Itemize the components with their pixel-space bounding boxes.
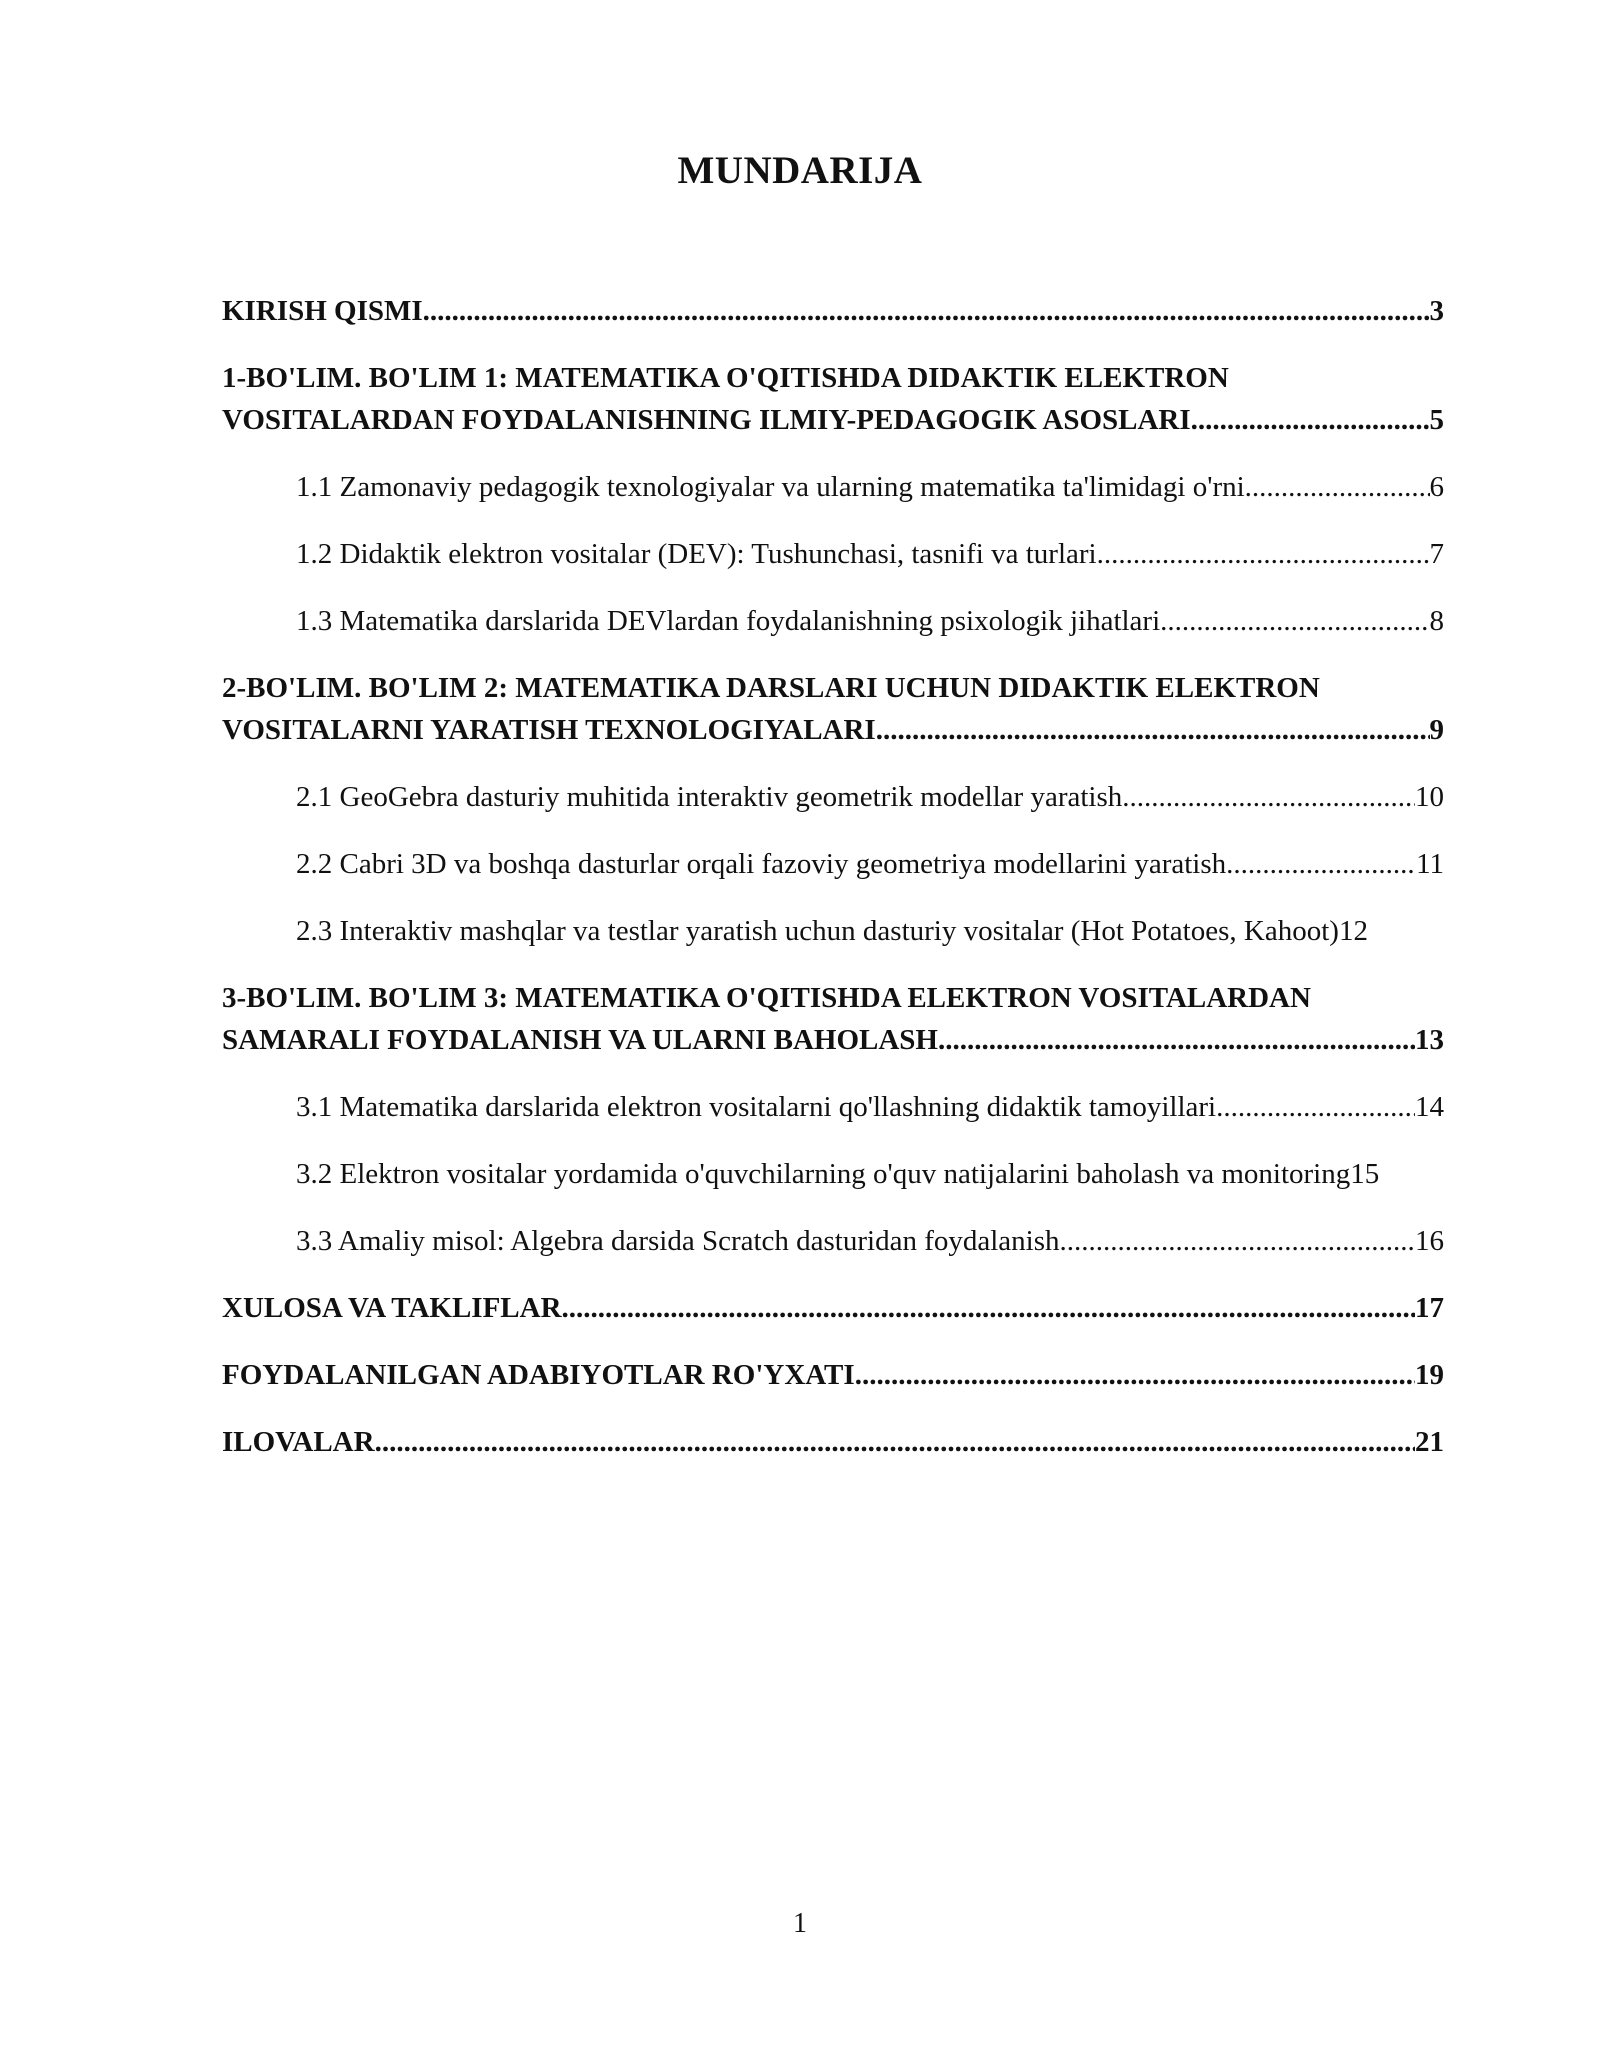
toc-leader-dots — [1160, 600, 1429, 642]
toc-page-number: 17 — [1415, 1292, 1444, 1324]
toc-entry[interactable] — [222, 1220, 1444, 1262]
toc-page-number: 12 — [1338, 915, 1368, 947]
toc-entry[interactable] — [222, 466, 1444, 508]
toc-entry-title: VOSITALARDAN FOYDALANISHNING ILMIY-PEDAGOGIK ASOSLARI — [222, 404, 1191, 436]
toc-entry[interactable] — [222, 290, 1444, 332]
toc-leader-dots — [855, 1354, 1415, 1396]
toc-leader-dots — [938, 1019, 1415, 1061]
toc-entry[interactable] — [222, 1354, 1444, 1396]
toc-leader-dots — [423, 290, 1430, 332]
toc-leader-dots — [1226, 843, 1416, 885]
toc-page-number: 11 — [1416, 848, 1444, 880]
toc-page-number: 3 — [1429, 295, 1444, 327]
toc-entry[interactable] — [222, 776, 1444, 818]
toc-page-number: 9 — [1429, 714, 1444, 746]
toc-page-number: 14 — [1415, 1091, 1444, 1123]
toc-leader-dots — [1245, 466, 1430, 508]
toc-entry[interactable] — [222, 1287, 1444, 1329]
toc-page-number: 21 — [1415, 1426, 1444, 1458]
toc-entry-title: 3.1 Matematika darslarida elektron vositalarni qo'llashning didaktik tamoyillari — [296, 1091, 1217, 1123]
toc-entry-title-line1: 2-BO'LIM. BO'LIM 2: MATEMATIKA DARSLARI UCHUN DIDAKTIK ELEKTRON — [222, 672, 1320, 704]
toc-entry-title: ILOVALAR — [222, 1426, 375, 1458]
table-of-contents — [222, 290, 1444, 1463]
toc-entry-title: 1.2 Didaktik elektron vositalar (DEV): Tushunchasi, tasnifi va turlari — [296, 538, 1097, 570]
toc-page-number: 16 — [1415, 1225, 1444, 1257]
toc-entry-title: VOSITALARNI YARATISH TEXNOLOGIYALARI — [222, 714, 876, 746]
toc-entry-title: 3.3 Amaliy misol: Algebra darsida Scratch dasturidan foydalanish — [296, 1225, 1060, 1257]
toc-leader-dots — [1216, 1086, 1415, 1128]
toc-leader-dots — [1191, 399, 1430, 441]
toc-page-number: 7 — [1429, 538, 1444, 570]
toc-entry[interactable] — [222, 1086, 1444, 1128]
toc-leader-dots — [876, 709, 1430, 751]
toc-entry-title: SAMARALI FOYDALANISH VA ULARNI BAHOLASH — [222, 1024, 938, 1056]
toc-leader-dots — [1097, 533, 1430, 575]
toc-leader-dots — [1122, 776, 1415, 818]
toc-entry-title: 2.3 Interaktiv mashqlar va testlar yaratish uchun dasturiy vositalar (Hot Potatoes, Kahoot) — [296, 915, 1339, 947]
toc-page-number: 8 — [1429, 605, 1444, 637]
toc-page-number: 15 — [1350, 1158, 1380, 1190]
toc-leader-dots — [562, 1287, 1415, 1329]
toc-entry[interactable] — [222, 910, 1444, 952]
toc-entry[interactable] — [222, 533, 1444, 575]
toc-entry-title: FOYDALANILGAN ADABIYOTLAR RO'YXATI — [222, 1359, 855, 1391]
page-title: MUNDARIJA — [677, 149, 923, 192]
toc-entry[interactable] — [222, 357, 1444, 441]
toc-leader-dots — [1060, 1220, 1415, 1262]
toc-page-number: 13 — [1415, 1024, 1444, 1056]
toc-entry-title-line1: 3-BO'LIM. BO'LIM 3: MATEMATIKA O'QITISHDA ELEKTRON VOSITALARDAN — [222, 982, 1311, 1014]
toc-entry[interactable] — [222, 1421, 1444, 1463]
toc-entry-title-line1: 1-BO'LIM. BO'LIM 1: MATEMATIKA O'QITISHDA DIDAKTIK ELEKTRON — [222, 362, 1229, 394]
toc-entry[interactable] — [222, 667, 1444, 751]
toc-entry-title: 1.3 Matematika darslarida DEVlardan foydalanishning psixologik jihatlari — [296, 605, 1161, 637]
toc-entry-title: 3.2 Elektron vositalar yordamida o'quvchilarning o'quv natijalarini baholash va monitoring — [296, 1158, 1351, 1190]
toc-page-number: 5 — [1429, 404, 1444, 436]
page-footer-number: 1 — [793, 1908, 807, 1939]
toc-entry-title: 2.1 GeoGebra dasturiy muhitida interaktiv geometrik modellar yaratish — [296, 781, 1123, 813]
toc-page-number: 10 — [1415, 781, 1444, 813]
toc-page-number: 19 — [1415, 1359, 1444, 1391]
toc-entry[interactable] — [222, 1153, 1444, 1195]
toc-entry-title: XULOSA VA TAKLIFLAR — [222, 1292, 562, 1324]
toc-entry-title: 1.1 Zamonaviy pedagogik texnologiyalar va ularning matematika ta'limidagi o'rni — [296, 471, 1245, 503]
toc-entry[interactable] — [222, 843, 1444, 885]
toc-page-number: 6 — [1429, 471, 1444, 503]
toc-entry-title: KIRISH QISMI — [222, 295, 423, 327]
toc-entry[interactable] — [222, 600, 1444, 642]
toc-entry[interactable] — [222, 977, 1444, 1061]
toc-entry-title: 2.2 Cabri 3D va boshqa dasturlar orqali fazoviy geometriya modellarini yaratish — [296, 848, 1227, 880]
toc-leader-dots — [375, 1421, 1415, 1463]
